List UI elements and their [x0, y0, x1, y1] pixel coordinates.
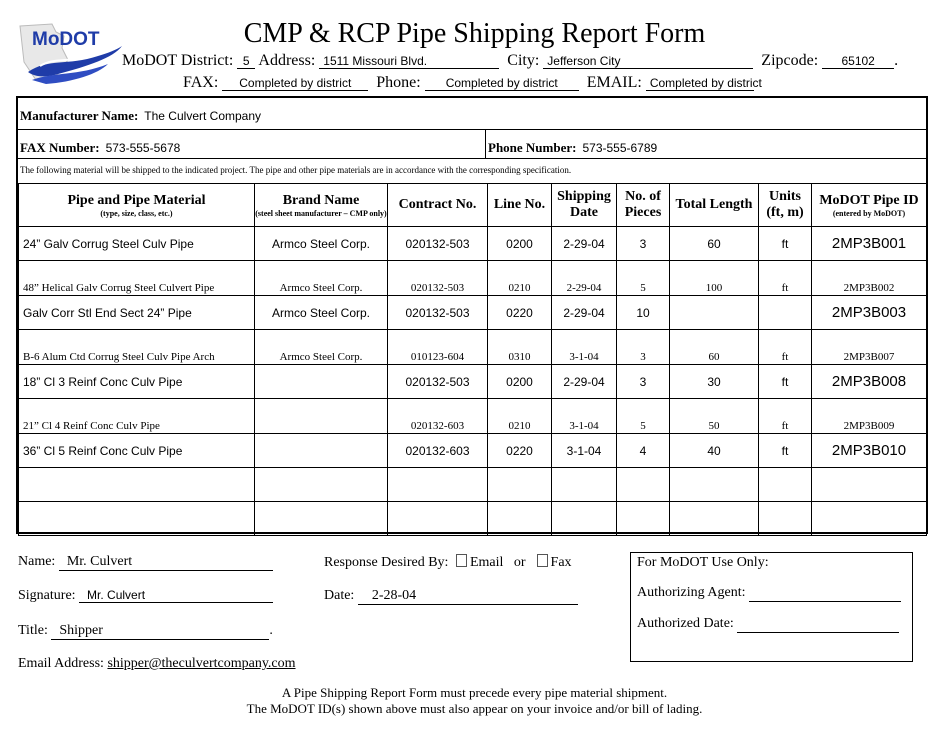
cell-material[interactable]: Galv Corr Stl End Sect 24” Pipe: [19, 296, 255, 330]
cell-id[interactable]: 2MP3B010: [812, 434, 927, 468]
cell-date[interactable]: 3-1-04: [552, 330, 617, 365]
cell-contract[interactable]: 020132-503: [388, 227, 488, 261]
district-phone-label: Phone:: [376, 74, 421, 91]
column-header-sub: (entered by MoDOT): [832, 208, 906, 218]
name-line: [18, 554, 273, 571]
cell-contract[interactable]: 010123-604: [388, 330, 488, 365]
cell-length[interactable]: 50: [670, 399, 759, 434]
name-field[interactable]: Mr. Culvert: [59, 554, 273, 571]
table-row: [19, 227, 927, 261]
authorizing-agent-line: [637, 585, 906, 602]
column-header-label: Units (ft, m): [766, 189, 804, 220]
table-row: [19, 365, 927, 399]
title-field[interactable]: Shipper: [51, 623, 269, 640]
cell-length[interactable]: 40: [670, 434, 759, 468]
response-or-label: or: [513, 555, 526, 570]
date-field[interactable]: 2-28-04: [358, 588, 578, 605]
manufacturer-label: Manufacturer Name:: [20, 108, 139, 123]
fax-number-group: [20, 139, 180, 157]
zip-label: Zipcode:: [761, 52, 819, 69]
cell-pieces[interactable]: 4: [617, 434, 670, 468]
cell-pieces[interactable]: 5: [617, 261, 670, 296]
cell-date[interactable]: 2-29-04: [552, 365, 617, 399]
cell-material[interactable]: 24” Galv Corrug Steel Culv Pipe: [19, 227, 255, 261]
signature-label: Signature:: [18, 588, 76, 603]
cell-brand[interactable]: Armco Steel Corp.: [255, 296, 388, 330]
shipment-form-box: [16, 96, 928, 534]
cell-length[interactable]: [670, 296, 759, 330]
address-label: Address:: [258, 52, 316, 69]
column-header-label: Brand Name: [282, 192, 360, 208]
signature-field[interactable]: Mr. Culvert: [79, 588, 273, 603]
city-field[interactable]: Jefferson City: [543, 54, 753, 69]
response-line: [324, 554, 572, 571]
district-label: MoDOT District:: [122, 52, 234, 69]
cell-contract[interactable]: 020132-603: [388, 399, 488, 434]
column-header-sub: (steel sheet manufacturer – CMP only): [255, 208, 387, 218]
column-header: [488, 184, 552, 227]
cell-brand[interactable]: Armco Steel Corp.: [255, 261, 388, 296]
footer-notes: [0, 685, 949, 717]
name-label: Name:: [18, 554, 56, 569]
cell-id[interactable]: [812, 502, 927, 536]
cell-material[interactable]: 48” Helical Galv Corrug Steel Culvert Pipe: [19, 261, 255, 296]
logo-text: MoDOT: [32, 29, 100, 50]
response-label: Response Desired By:: [324, 555, 449, 570]
column-header-label: Line No.: [493, 197, 546, 212]
authorizing-agent-label: Authorizing Agent:: [637, 585, 746, 600]
cell-line[interactable]: 0200: [488, 365, 552, 399]
cell-brand[interactable]: Armco Steel Corp.: [255, 227, 388, 261]
cell-id[interactable]: 2MP3B003: [812, 296, 927, 330]
city-label: City:: [507, 52, 540, 69]
cell-date[interactable]: 2-29-04: [552, 296, 617, 330]
manufacturer-contact-row: [18, 130, 926, 159]
column-header-sub: (type, size, class, etc.): [100, 208, 173, 218]
column-header-label: MoDOT Pipe ID: [819, 192, 919, 208]
table-row: [19, 399, 927, 434]
table-row: [19, 296, 927, 330]
column-header-label: Total Length: [675, 197, 753, 212]
table-header-row: [19, 184, 927, 227]
cell-line[interactable]: 0210: [488, 261, 552, 296]
cell-units[interactable]: [759, 502, 812, 536]
cell-length[interactable]: 100: [670, 261, 759, 296]
cell-contract[interactable]: 020132-503: [388, 261, 488, 296]
table-row: [19, 502, 927, 536]
cell-id[interactable]: 2MP3B002: [812, 261, 927, 296]
cell-line[interactable]: 0310: [488, 330, 552, 365]
cell-units[interactable]: ft: [759, 365, 812, 399]
cell-contract[interactable]: 020132-603: [388, 434, 488, 468]
email-line: [18, 656, 296, 672]
signature-line: [18, 588, 273, 604]
district-contact-line: [183, 74, 762, 92]
cell-id[interactable]: 2MP3B001: [812, 227, 927, 261]
zip-field[interactable]: 65102: [822, 54, 894, 69]
cell-date[interactable]: [552, 502, 617, 536]
footer-note-1: A Pipe Shipping Report Form must precede every pipe material shipment.: [281, 685, 668, 700]
cell-material[interactable]: [19, 468, 255, 502]
cell-date[interactable]: 3-1-04: [552, 399, 617, 434]
cell-units[interactable]: ft: [759, 330, 812, 365]
column-header-label: Pipe and Pipe Material: [67, 192, 206, 208]
email-checkbox[interactable]: [456, 554, 467, 567]
cell-material[interactable]: [19, 502, 255, 536]
cell-units[interactable]: [759, 296, 812, 330]
cell-pieces[interactable]: 3: [617, 365, 670, 399]
authorizing-agent-field[interactable]: [749, 585, 901, 602]
cell-length[interactable]: 30: [670, 365, 759, 399]
cell-line[interactable]: 0210: [488, 399, 552, 434]
cell-line[interactable]: 0200: [488, 227, 552, 261]
fax-number-field[interactable]: 573-555-5678: [105, 141, 181, 155]
cell-id[interactable]: 2MP3B009: [812, 399, 927, 434]
cell-brand[interactable]: [255, 399, 388, 434]
authorized-date-line: [637, 616, 906, 633]
district-email-field[interactable]: Completed by district: [646, 76, 754, 91]
cell-id[interactable]: [812, 468, 927, 502]
cell-pieces[interactable]: 3: [617, 330, 670, 365]
column-header: [255, 184, 388, 227]
column-header-label: Shipping Date: [557, 189, 611, 220]
table-row: [19, 434, 927, 468]
column-header: [19, 184, 255, 227]
cell-contract[interactable]: 020132-503: [388, 365, 488, 399]
title-label: Title:: [18, 623, 48, 638]
cell-pieces[interactable]: 10: [617, 296, 670, 330]
title-line: Title: Shipper .: [18, 623, 273, 638]
cell-units[interactable]: ft: [759, 399, 812, 434]
district-info-line: MoDOT District: 5 Address: 1511 Missouri Blvd. City: Jefferson City Zipcode: 65102 .: [122, 52, 899, 69]
response-fax-label: Fax: [550, 555, 572, 570]
cell-line[interactable]: 0220: [488, 296, 552, 330]
phone-number-label: Phone Number:: [488, 140, 577, 155]
cell-length[interactable]: [670, 468, 759, 502]
column-header: [812, 184, 927, 227]
manufacturer-field[interactable]: The Culvert Company: [144, 109, 262, 123]
column-header-label: No. of Pieces: [624, 189, 662, 220]
manufacturer-row: [18, 98, 926, 130]
column-header: [552, 184, 617, 227]
phone-number-group: [485, 130, 657, 159]
district-fax-label: FAX:: [183, 74, 219, 91]
cell-id[interactable]: 2MP3B008: [812, 365, 927, 399]
cell-date[interactable]: 2-29-04: [552, 227, 617, 261]
table-row: [19, 261, 927, 296]
column-header: [670, 184, 759, 227]
date-label: Date:: [324, 588, 355, 603]
shipment-table: [18, 183, 927, 536]
cell-brand[interactable]: [255, 434, 388, 468]
cell-date[interactable]: 2-29-04: [552, 261, 617, 296]
cell-pieces[interactable]: 5: [617, 399, 670, 434]
table-row: [19, 468, 927, 502]
form-title: CMP & RCP Pipe Shipping Report Form: [243, 18, 706, 49]
fax-number-label: FAX Number:: [20, 140, 100, 155]
cell-units[interactable]: ft: [759, 227, 812, 261]
cell-date[interactable]: [552, 468, 617, 502]
cell-id[interactable]: 2MP3B007: [812, 330, 927, 365]
fax-checkbox[interactable]: [537, 554, 548, 567]
cell-brand[interactable]: [255, 502, 388, 536]
cell-date[interactable]: 3-1-04: [552, 434, 617, 468]
table-row: [19, 330, 927, 365]
column-header: [388, 184, 488, 227]
cell-length[interactable]: 60: [670, 227, 759, 261]
district-email-label: EMAIL:: [586, 74, 642, 91]
cell-material[interactable]: 21” Cl 4 Reinf Conc Culv Pipe: [19, 399, 255, 434]
column-header: [759, 184, 812, 227]
authorized-date-field[interactable]: [737, 616, 899, 633]
shipment-notice: The following material will be shipped to the indicated project. The pipe and other pipe materials are in accordance with the corresponding specification.: [20, 165, 572, 175]
cell-brand[interactable]: Armco Steel Corp.: [255, 330, 388, 365]
column-header-label: Contract No.: [398, 197, 477, 212]
cell-units[interactable]: [759, 468, 812, 502]
cell-line[interactable]: [488, 468, 552, 502]
cell-line[interactable]: [488, 502, 552, 536]
authorized-date-label: Authorized Date:: [637, 616, 734, 631]
district-fax-field[interactable]: Completed by district: [222, 76, 368, 91]
cell-length[interactable]: 60: [670, 330, 759, 365]
response-email-label: Email: [469, 555, 504, 570]
footer-note-2: The MoDOT ID(s) shown above must also appear on your invoice and/or bill of lading.: [246, 701, 703, 716]
cell-units[interactable]: ft: [759, 261, 812, 296]
district-field[interactable]: 5: [237, 54, 255, 69]
cell-line[interactable]: 0220: [488, 434, 552, 468]
district-phone-field[interactable]: Completed by district: [425, 76, 579, 91]
cell-brand[interactable]: [255, 365, 388, 399]
cell-contract[interactable]: [388, 502, 488, 536]
cell-brand[interactable]: [255, 468, 388, 502]
email-field[interactable]: shipper@theculvertcompany.com: [107, 656, 296, 671]
cell-pieces[interactable]: [617, 502, 670, 536]
cell-material[interactable]: 36” Cl 5 Reinf Conc Culv Pipe: [19, 434, 255, 468]
modot-use-heading: For MoDOT Use Only:: [637, 555, 769, 570]
column-header: [617, 184, 670, 227]
cell-pieces[interactable]: 3: [617, 227, 670, 261]
cell-material[interactable]: 18” Cl 3 Reinf Conc Culv Pipe: [19, 365, 255, 399]
date-line: [324, 588, 578, 605]
cell-contract[interactable]: [388, 468, 488, 502]
cell-material[interactable]: B-6 Alum Ctd Corrug Steel Culv Pipe Arch: [19, 330, 255, 365]
cell-contract[interactable]: 020132-503: [388, 296, 488, 330]
cell-length[interactable]: [670, 502, 759, 536]
email-label: Email Address:: [18, 656, 104, 671]
cell-units[interactable]: ft: [759, 434, 812, 468]
modot-use-box: [630, 552, 913, 662]
address-field[interactable]: 1511 Missouri Blvd.: [319, 54, 499, 69]
phone-number-field[interactable]: 573-555-6789: [582, 141, 658, 155]
cell-pieces[interactable]: [617, 468, 670, 502]
